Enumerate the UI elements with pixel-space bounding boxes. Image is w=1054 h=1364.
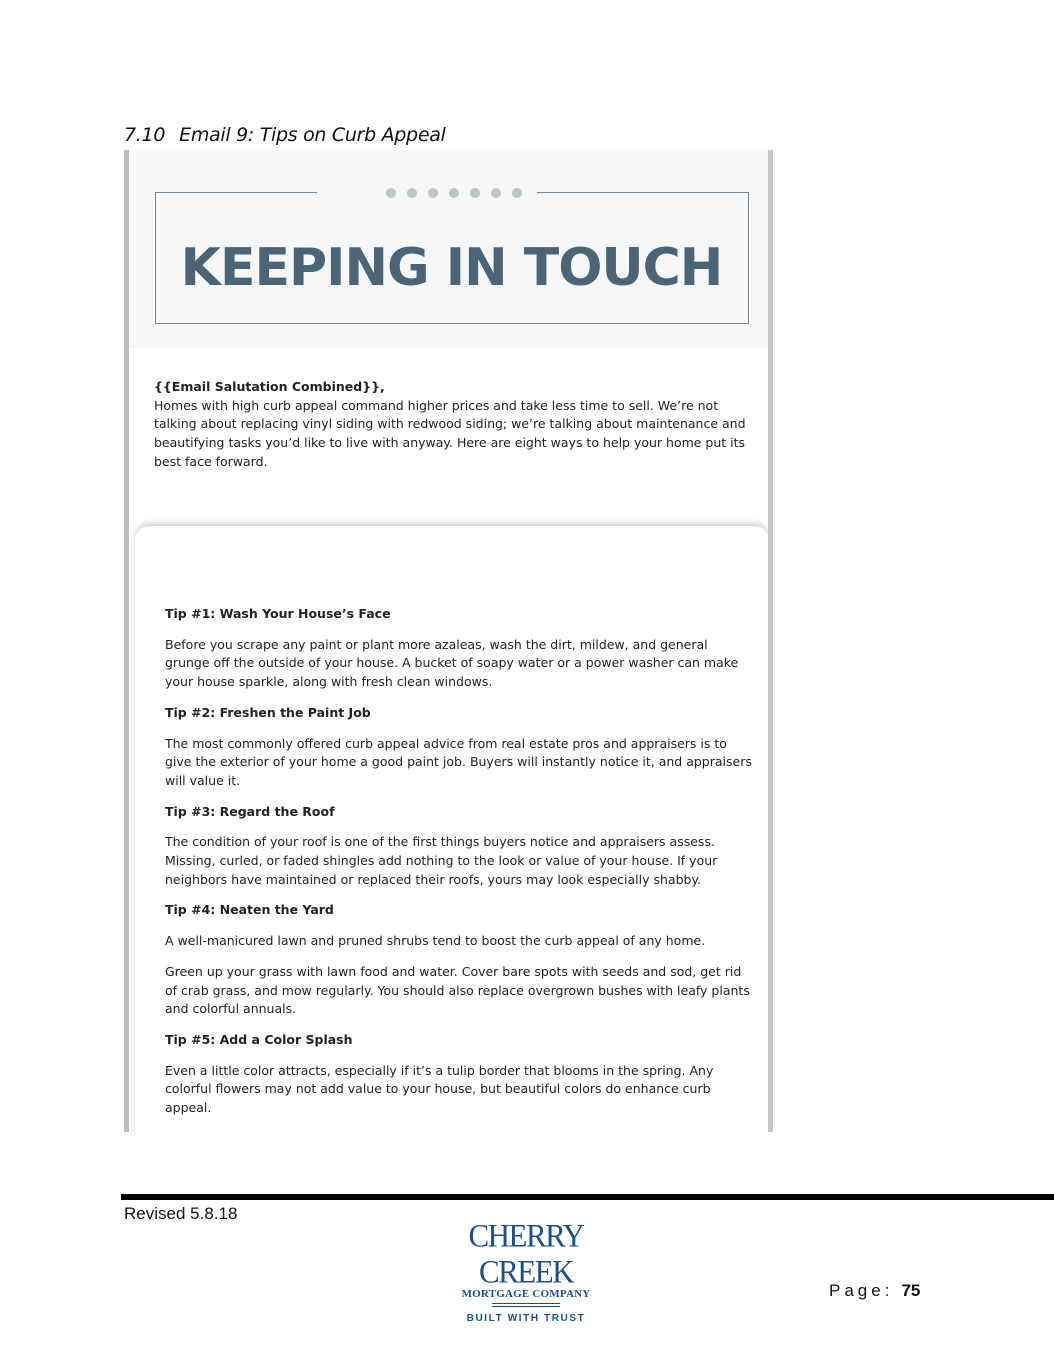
dot xyxy=(386,188,396,198)
tip-title: Tip #5: Add a Color Splash xyxy=(165,1031,353,1047)
tip-title: Tip #3: Regard the Roof xyxy=(165,803,335,819)
tip-paragraph: Before you scrape any paint or plant more azaleas, wash the dirt, mildew, and general grunge off the outside of your house. A bucket of soapy water or a power washer can make your house sparkle, along with fresh clean windows. xyxy=(165,636,739,690)
section-number: 7.10 xyxy=(124,124,166,146)
page-label: Page: xyxy=(829,1281,894,1300)
tip-title: Tip #2: Freshen the Paint Job xyxy=(165,704,371,720)
dot xyxy=(449,188,459,198)
revised-date: Revised 5.8.18 xyxy=(124,1204,238,1223)
logo-name: CHERRY CREEK xyxy=(468,1217,584,1290)
logo-tagline: BUILT WITH TRUST xyxy=(466,1313,586,1324)
salutation: {{Email Salutation Combined}}, xyxy=(154,379,385,394)
tip-paragraph: A well-manicured lawn and pruned shrubs tend to boost the curb appeal of any home. xyxy=(165,933,706,949)
tip-paragraph: Even a little color attracts, especially if it’s a tulip border that blooms in the spring. Any colorful flowers may not add value to your house, but beautiful colors do enhance curb appeal. xyxy=(165,1062,714,1116)
section-title: Email 9: Tips on Curb Appeal xyxy=(179,124,446,146)
dot xyxy=(491,188,501,198)
dot xyxy=(428,188,438,198)
logo-subtitle: MORTGAGE COMPANY xyxy=(461,1288,591,1300)
tips-list xyxy=(165,605,755,1130)
hero-title: KEEPING IN TOUCH xyxy=(180,238,723,298)
dot xyxy=(470,188,480,198)
intro-paragraph: Homes with high curb appeal command higher prices and take less time to sell. We’re not talking about replacing vinyl siding with redwood siding; we’re talking about maintenance and beautifying tasks you’d like to live with anyway. Here are eight ways to help your home put its best face forward. xyxy=(154,397,746,469)
hero-dots xyxy=(386,188,522,198)
page-number-value: 75 xyxy=(901,1281,921,1300)
tip-paragraph: Green up your grass with lawn food and water. Cover bare spots with seeds and sod, get rid of crab grass, and mow regularly. You should also replace overgrown bushes with leafy plants and colorful annuals. xyxy=(165,963,750,1017)
page-number xyxy=(829,1281,920,1301)
tip-title: Tip #4: Neaten the Yard xyxy=(165,902,334,918)
dot xyxy=(407,188,417,198)
footer-rule xyxy=(121,1194,1054,1200)
tip-title: Tip #1: Wash Your House’s Face xyxy=(165,606,391,621)
tip-paragraph: The most commonly offered curb appeal advice from real estate pros and appraisers is to give the exterior of your home a good paint job. Buyers will instantly notice it, and appraisers will value it. xyxy=(165,735,752,788)
company-logo xyxy=(440,1217,612,1324)
email-hero xyxy=(129,150,768,348)
logo-lines xyxy=(492,1303,560,1307)
tip-paragraph: The condition of your roof is one of the first things buyers notice and appraisers assess. Missing, curled, or faded shingles add nothing to the look or value of your house. If your neighbors have maintained or replaced their roofs, yours may look especially shabby. xyxy=(165,834,718,887)
email-intro xyxy=(154,378,754,472)
section-heading xyxy=(124,124,446,146)
dot xyxy=(512,188,522,198)
